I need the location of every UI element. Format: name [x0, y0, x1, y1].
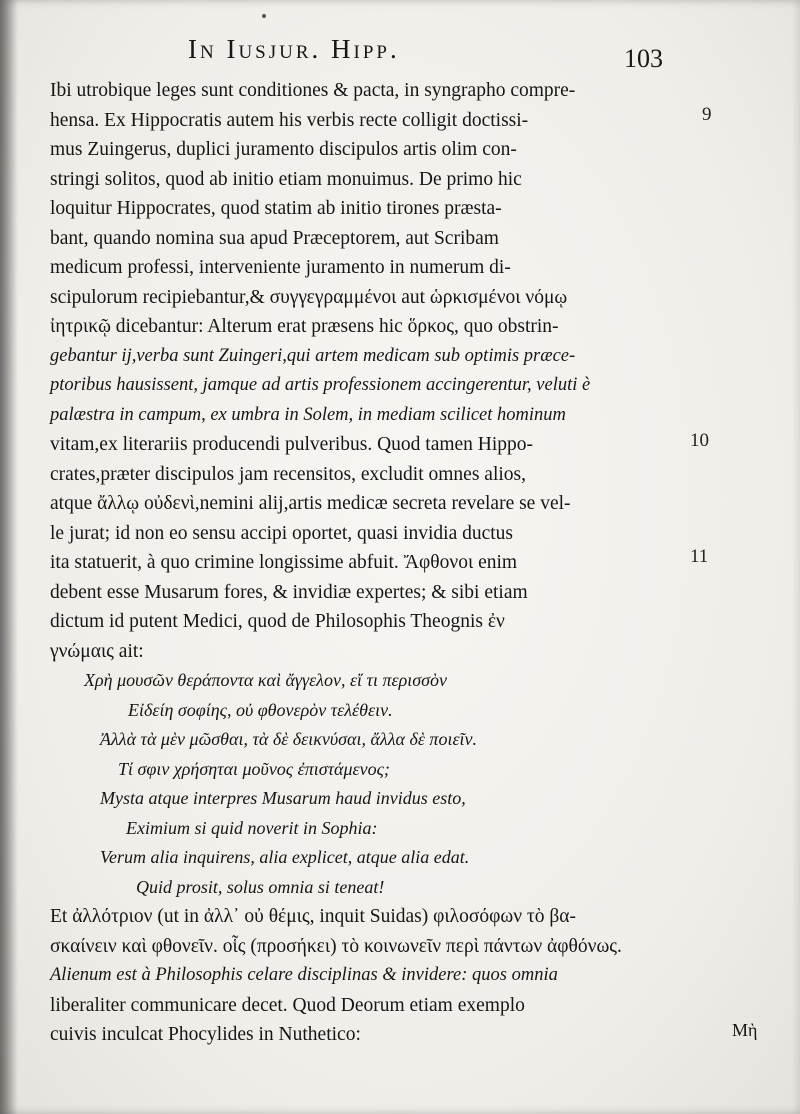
margin-note-9: 9: [702, 104, 712, 125]
ink-speck: [262, 14, 266, 18]
margin-note-11: 11: [690, 546, 709, 567]
text-line: vitam,ex literariis producendi pulveribus. Quod tamen Hippo-: [50, 434, 534, 455]
margin-note-10: 10: [690, 430, 709, 451]
text-line: gebantur ij,verba sunt Zuingeri,qui artem medicam sub optimis præce-: [50, 345, 576, 366]
text-line: mus Zuingerus, duplici juramento discipulos artis olim con-: [50, 139, 517, 160]
gutter-shadow: [0, 0, 18, 1114]
text-line: bant, quando nomina sua apud Præceptorem, aut Scribam: [50, 227, 499, 249]
text-line: σκαίνειν καὶ φθονεῖν. οἷς (προσήκει) τὸ κοινωνεῖν περὶ πάντων ἀφθόνως.: [50, 935, 622, 957]
verse-line: Mysta atque interpres Musarum haud invidus esto,: [100, 788, 466, 808]
text-line: atque ἄλλῳ οὐδενὶ,nemini alij,artis medicæ secreta revelare se vel-: [50, 493, 571, 514]
text-line: crates,præter discipulos jam recensitos, excludit omnes alios,: [50, 463, 527, 485]
text-line: Ibi utrobique leges sunt conditiones & pacta, in syngrapho compre-: [50, 80, 576, 101]
text-line: liberaliter communicare decet. Quod Deorum etiam exemplo: [50, 994, 525, 1016]
text-line: Et ἀλλότριον (ut in ἀλλ᾽ οὐ θέμις, inquit Suidas) φιλοσόφων τὸ βα-: [50, 906, 576, 927]
verse-line: Χρὴ μουσῶν θεράποντα καὶ ἄγγελον, εἴ τι περισσὸν: [84, 670, 447, 690]
text-line: palæstra in campum, ex umbra in Solem, in mediam scilicet hominum: [50, 404, 566, 425]
text-line: ptoribus hausissent, jamque ad artis professionem accingerentur, veluti è: [50, 375, 591, 395]
text-line: medicum professi, interveniente juramento in numerum di-: [50, 257, 511, 278]
text-block: [50, 76, 684, 1050]
text-line: scipulorum recipiebantur,& συγγεγραμμένοι aut ὡρκισμένοι νόμῳ: [50, 286, 568, 308]
text-line: ita statuerit, à quo crimine longissime abfuit. Ἄφθονοι enim: [50, 552, 518, 573]
verse-line: Quid prosit, solus omnia si teneat!: [136, 876, 385, 897]
text-line: loquitur Hippocrates, quod statim ab initio tirones præsta-: [50, 198, 502, 219]
text-line: cuivis inculcat Phocylides in Nuthetico:: [50, 1024, 361, 1045]
verse-line: Eximium si quid noverit in Sophia:: [126, 817, 378, 838]
catchword: Μὴ: [732, 1020, 758, 1040]
verse-line: Τί σφιν χρήσηται μοῦνος ἐπιστάμενος;: [118, 758, 390, 779]
text-line: le jurat; id non eo sensu accipi oportet, quasi invidia ductus: [50, 522, 514, 544]
text-line: ἰητρικῷ dicebantur: Alterum erat præsens hic ὅρκος, quo obstrin-: [50, 316, 559, 337]
text-line: Alienum est à Philosophis celare disciplinas & invidere: quos omnia: [50, 965, 558, 985]
verse-line: Ἀλλὰ τὰ μὲν μῶσθαι, τὰ δὲ δεικνύσαι, ἄλλα δὲ ποιεῖν.: [100, 729, 478, 749]
text-line: debent esse Musarum fores, & invidiæ expertes; & sibi etiam: [50, 581, 528, 603]
verse-line: Verum alia inquirens, alia explicet, atque alia edat.: [100, 847, 470, 867]
running-title: In Iusjur. Hipp.: [188, 34, 400, 64]
text-line: γνώμαις ait:: [50, 640, 144, 662]
text-line: hensa. Ex Hippocratis autem his verbis recte colligit doctissi-: [50, 109, 529, 131]
text-line: dictum id putent Medici, quod de Philosophis Theognis ἐν: [50, 611, 505, 632]
text-line: stringi solitos, quod ab initio etiam monuimus. De primo hic: [50, 168, 522, 190]
verse-line: Εἰδείη σοφίης, οὐ φθονερὸν τελέθειν.: [128, 699, 393, 720]
page-number: 103: [624, 44, 663, 73]
